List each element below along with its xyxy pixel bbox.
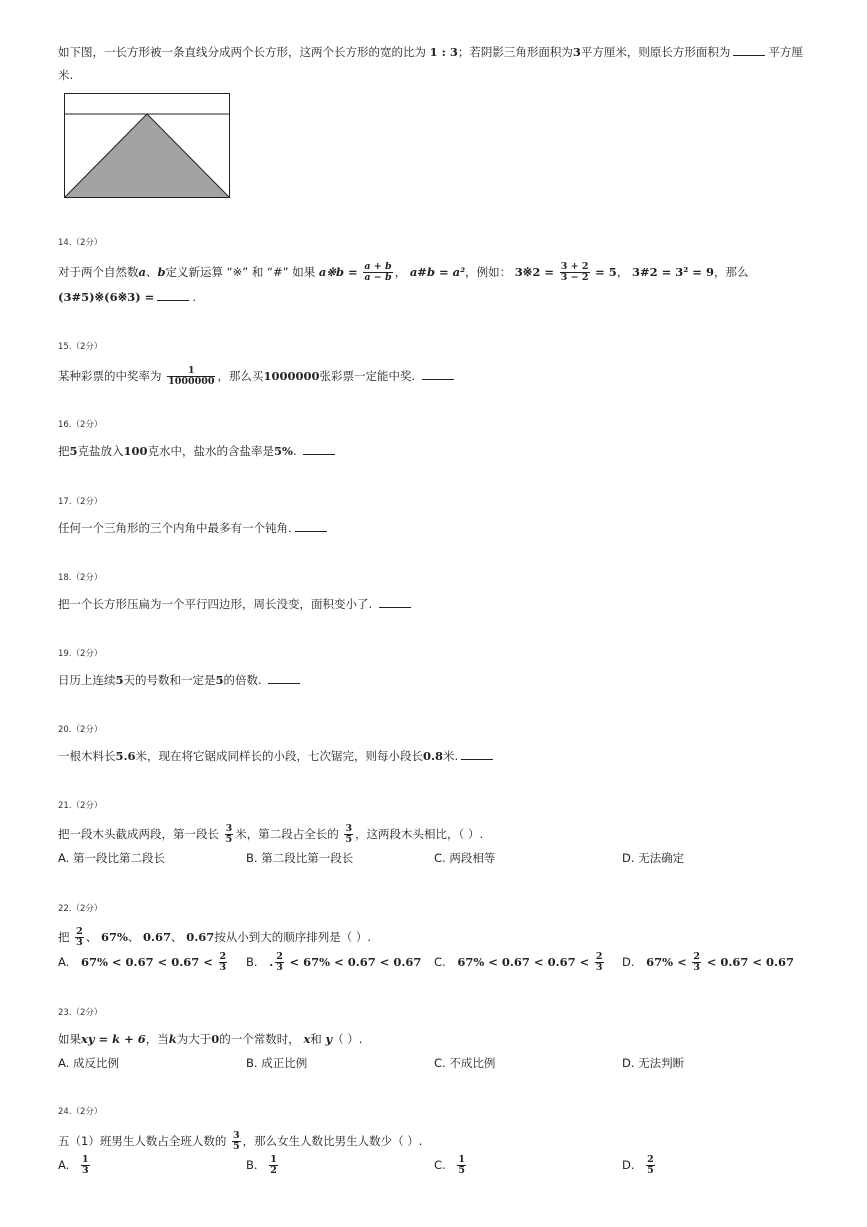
q22-f-num: 2 [76, 926, 83, 937]
q22-line [58, 927, 371, 948]
q23-text-f: （ ）. [332, 1032, 363, 1046]
frac-num: 2 [276, 951, 283, 962]
opt-expr: 67% < 0.67 < 0.67 < [80, 955, 213, 969]
q13-text-a: 如下图，一长方形被一条直线分成两个长方形，这两个长方形的宽的比为 [58, 45, 430, 59]
q18-line [58, 596, 414, 612]
q20-n2: 0.8 [423, 749, 444, 763]
q21-f1-num: 3 [225, 823, 233, 834]
def1-fraction [363, 262, 392, 283]
frac-den: 3 [276, 962, 283, 973]
q24-text-b: ，那么女生人数比男生人数少（ ）. [242, 1134, 423, 1148]
q21-option-d[interactable]: D. 无法确定 [622, 851, 685, 865]
q24-option-d[interactable] [622, 1155, 657, 1176]
opt-fraction [692, 952, 701, 973]
opt-dot: . [269, 955, 274, 969]
opt-label: B. [246, 955, 258, 969]
q23-header: 23.（2分） [58, 1008, 103, 1018]
q22-option-d[interactable] [622, 952, 794, 973]
q19-header: 19.（2分） [58, 649, 103, 659]
opt-fraction [269, 1155, 278, 1176]
var-k: k [168, 1032, 177, 1046]
q23-text-e: 和 [310, 1032, 322, 1046]
q19-text-c: 的倍数. [223, 673, 262, 687]
q20-line [58, 748, 496, 764]
var-x: x [303, 1032, 311, 1046]
q13-text-c: 平方厘米，则原长方形面积为 [580, 45, 731, 59]
q22-text-d: 、 [171, 930, 183, 944]
q23-option-d[interactable]: D. 无法判断 [622, 1056, 685, 1070]
frac-num: 1 [458, 1154, 465, 1165]
q15-frac-num: 1 [187, 365, 195, 376]
q24-header: 24.（2分） [58, 1107, 103, 1117]
q14-header: 14.（2分） [58, 238, 103, 248]
q22-text-a: 把 [58, 930, 70, 944]
q23-text-d: 的一个常数时， [219, 1032, 300, 1046]
q21-header: 21.（2分） [58, 801, 103, 811]
frac-num: 2 [647, 1154, 654, 1165]
q23-text-c: 为大于 [176, 1032, 212, 1046]
var-a: a [138, 265, 146, 279]
q13-text-d: 平方厘 [768, 45, 803, 59]
opt-fraction [646, 1155, 655, 1176]
q23-text-a: 如果 [58, 1032, 81, 1046]
q15-text-c: 张彩票一定能中奖. [319, 369, 416, 383]
q13-text-b: ；若阴影三角形面积为 [457, 45, 573, 59]
q22-option-c[interactable] [434, 952, 606, 973]
frac-num: 2 [219, 951, 227, 962]
q13-line1 [58, 44, 803, 60]
opt-label: D. [622, 1158, 635, 1172]
q22-option-a[interactable] [58, 952, 229, 973]
opt-fraction [595, 952, 604, 973]
q24-fraction [232, 1131, 241, 1152]
q19-n1: 5 [115, 673, 124, 687]
q14-line1 [58, 262, 748, 283]
opt-label: A. [58, 955, 70, 969]
q21-f2-den: 5 [345, 834, 353, 845]
var-b: b [157, 265, 166, 279]
q13-answer-blank[interactable] [733, 45, 765, 56]
q21-f1-den: 5 [225, 834, 233, 845]
q14-answer-blank[interactable] [157, 290, 189, 301]
q14-end: . [192, 290, 196, 304]
q23-option-a[interactable]: A. 成反比例 [58, 1056, 119, 1070]
q17-line [58, 520, 330, 536]
q23-line [58, 1031, 362, 1047]
q16-text-d: . [292, 444, 297, 458]
q21-text-b: 米，第二段占全长的 [235, 827, 339, 841]
frac-num: 2 [595, 951, 603, 962]
q19-text-a: 日历上连续 [58, 673, 116, 687]
q22-v1: 67% [100, 930, 128, 944]
q20-n1: 5.6 [115, 749, 136, 763]
q14-text-c: ，例如： [465, 265, 512, 279]
q16-line [58, 443, 338, 459]
opt-fraction [457, 1155, 466, 1176]
q22-option-b[interactable] [246, 952, 421, 973]
ex2: 3#2 = 3² = 9 [631, 265, 714, 279]
ex1-lhs: 3※2 = [514, 265, 555, 279]
q22-f-den: 3 [76, 937, 83, 948]
opt-expr-a: 67% < [646, 955, 687, 969]
q17-text: 任何一个三角形的三个内角中最多有一个钝角. [58, 521, 292, 535]
q20-text-b: 米，现在将它锯成同样长的小段，七次锯完，则每小段长 [135, 749, 424, 763]
frac-den: 3 [219, 962, 227, 973]
opt-label: D. [622, 955, 635, 969]
q15-fraction [167, 366, 215, 387]
q24-line [58, 1131, 422, 1152]
opt-label: C. [434, 955, 446, 969]
opt-fraction [219, 952, 228, 973]
frac-den: 2 [270, 1165, 277, 1176]
def1-den: a − b [364, 272, 392, 283]
frac-num: 1 [270, 1154, 277, 1165]
q16-n3: 5% [274, 444, 293, 458]
q24-f-den: 5 [232, 1141, 240, 1152]
q24-option-b[interactable] [246, 1155, 280, 1176]
ex1-rhs: = 5 [595, 265, 617, 279]
q16-answer-blank[interactable] [303, 444, 335, 455]
q21-f2-num: 3 [345, 823, 353, 834]
q15-header: 15.（2分） [58, 342, 103, 352]
q21-option-a[interactable]: A. 第一段比第二段长 [58, 851, 165, 865]
q15-line [58, 366, 457, 387]
frac-den: 3 [81, 1165, 89, 1176]
q15-frac-den: 1000000 [168, 376, 215, 387]
q22-header: 22.（2分） [58, 904, 103, 914]
q15-count: 1000000 [263, 369, 320, 383]
q21-fraction-1 [225, 824, 234, 845]
ex1-num: 3 + 2 [560, 261, 589, 272]
q18-header: 18.（2分） [58, 573, 103, 583]
q15-text-a: 某种彩票的中奖率为 [58, 369, 162, 383]
q24-option-a[interactable] [58, 1155, 92, 1176]
q21-option-c[interactable]: C. 两段相等 [434, 851, 496, 865]
comma: ， [616, 265, 629, 279]
q18-answer-blank[interactable] [379, 597, 411, 608]
frac-den: 3 [693, 962, 701, 973]
q22-v2: 0.67 [143, 930, 172, 944]
sep: 、 [145, 265, 158, 279]
q19-n2: 5 [215, 673, 224, 687]
q22-text-e: 按从小到大的顺序排列是（ ）. [214, 930, 372, 944]
q14-ask: (3#5)※(6※3) = [58, 290, 155, 304]
def2: a#b = a² [409, 265, 466, 279]
frac-num: 1 [81, 1154, 89, 1165]
q21-fraction-2 [344, 824, 353, 845]
opt-label: B. [246, 1158, 258, 1172]
q24-f-num: 3 [232, 1130, 240, 1141]
q14-line2 [58, 289, 196, 305]
q16-text-c: 克水中，盐水的含盐率是 [147, 444, 275, 458]
q15-text-b: ，那么买 [217, 369, 264, 383]
q16-n2: 100 [123, 444, 148, 458]
q13-line2: 米. [58, 68, 74, 82]
ex1-den: 3 − 2 [560, 272, 589, 283]
comma: ， [394, 265, 407, 279]
frac-num: 2 [693, 951, 701, 962]
q13-ratio: 1 : 3 [429, 45, 458, 59]
q20-text-c: 米. [443, 749, 459, 763]
opt-fraction [81, 1155, 90, 1176]
q23-text-b: ，当 [145, 1032, 169, 1046]
frac-den: 5 [647, 1165, 654, 1176]
q23-zero: 0 [211, 1032, 220, 1046]
opt-expr-b: < 0.67 < 0.67 [706, 955, 794, 969]
q21-line [58, 824, 483, 845]
q23-option-c[interactable]: C. 不成比例 [434, 1056, 496, 1070]
q17-answer-blank[interactable] [295, 521, 327, 532]
q23-option-b[interactable]: B. 成正比例 [246, 1056, 308, 1070]
opt-expr: 67% < 0.67 < 0.67 < [457, 955, 590, 969]
q14-text-b: 定义新运算 “※” 和 “#” 如果 [165, 265, 316, 279]
q16-n1: 5 [69, 444, 78, 458]
q19-answer-blank[interactable] [268, 673, 300, 684]
frac-den: 3 [595, 962, 603, 973]
q24-text-a: 五（1）班男生人数占全班人数的 [58, 1134, 227, 1148]
q13-rectangle-figure [64, 93, 231, 199]
q17-header: 17.（2分） [58, 497, 103, 507]
def1-lhs: a※b = [318, 265, 358, 279]
q20-text-a: 一根木料长 [58, 749, 116, 763]
q14-text-a: 对于两个自然数 [58, 265, 139, 279]
q22-v3: 0.67 [186, 930, 215, 944]
q23-eq: xy = k + 6 [81, 1032, 146, 1046]
ex1-fraction [560, 262, 590, 283]
opt-fraction [275, 952, 284, 973]
q16-text-a: 把 [58, 444, 70, 458]
q18-text: 把一个长方形压扁为一个平行四边形，周长没变，面积变小了. [58, 597, 373, 611]
var-y: y [325, 1032, 333, 1046]
q22-text-c: 、 [127, 930, 140, 944]
q13-area: 3 [572, 45, 581, 59]
q21-option-b[interactable]: B. 第二段比第一段长 [246, 851, 354, 865]
q22-text-b: 、 [85, 930, 98, 944]
q19-line [58, 672, 303, 688]
q22-fraction [75, 927, 84, 948]
q21-text-a: 把一段木头截成两段，第一段长 [58, 827, 219, 841]
opt-expr: < 67% < 0.67 < 0.67 [289, 955, 422, 969]
opt-label: C. [434, 1158, 446, 1172]
q19-text-b: 天的号数和一定是 [123, 673, 216, 687]
q14-text-d: ，那么 [713, 265, 749, 279]
q16-text-b: 克盐放入 [77, 444, 124, 458]
frac-den: 5 [458, 1165, 465, 1176]
q15-answer-blank[interactable] [422, 369, 454, 380]
q20-answer-blank[interactable] [461, 749, 493, 760]
q20-header: 20.（2分） [58, 725, 103, 735]
opt-label: A. [58, 1158, 70, 1172]
q21-text-c: ，这两段木头相比，（ ）. [355, 827, 484, 841]
def1-num: a + b [364, 261, 392, 272]
q16-header: 16.（2分） [58, 420, 103, 430]
q24-option-c[interactable] [434, 1155, 468, 1176]
